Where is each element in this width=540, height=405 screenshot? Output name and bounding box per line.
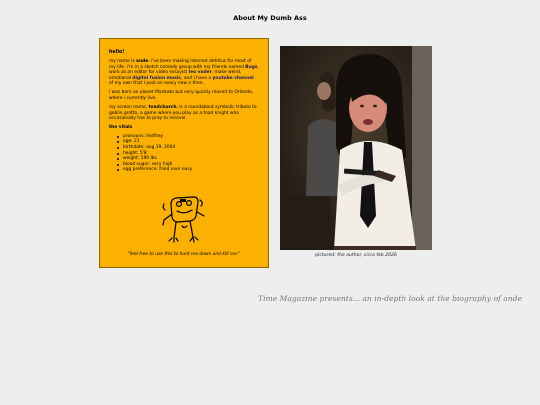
music-link[interactable]: digital fusion music — [132, 75, 182, 81]
list-item: birthdate: aug 19, 2004 — [123, 145, 259, 151]
toad-doodle-icon — [160, 194, 208, 246]
author-photo-image — [280, 46, 432, 250]
list-item: height: 5'8 — [123, 151, 259, 157]
vitals-heading: the vitals — [109, 125, 133, 131]
bio-text: , is a roundabout symbolic tribute to goblin grotto, a game where you play as a toad knight who occasionally has to pray to recover. — [109, 105, 257, 122]
photo-caption: pictured: the author, circa feb 2026 — [315, 253, 397, 258]
bio-card — [99, 38, 269, 268]
author-photo — [280, 46, 432, 250]
screen-name: toadchurch — [148, 105, 177, 111]
ticker-text: Time Magazine presents... an in-depth look at the biography of ande — [258, 294, 523, 303]
bio-text: , work as an editor for video essayist — [109, 64, 259, 76]
bio-text: my screen name, — [109, 105, 149, 111]
youtube-channel-link[interactable]: youtube channel — [212, 75, 254, 81]
list-item: pronouns: he/they — [123, 134, 259, 140]
bio-origin: i was born on planet Mankato but very quickly moved to Orlando, where i currently live. — [109, 90, 254, 101]
bio-quote: "feel free to use this to hunt me down and kill me." — [127, 251, 241, 257]
bio-intro — [109, 59, 259, 86]
greeting: hello! — [109, 50, 125, 55]
bio-text: my name is — [109, 59, 137, 65]
bio-text: of my own that I post on every now n then. — [109, 81, 204, 87]
bio-screen-name — [109, 105, 259, 121]
list-item: weight: 190 lbs — [123, 156, 259, 162]
bio-text: , make weird, emotional — [109, 70, 242, 81]
list-item: egg preference: fried over easy — [123, 167, 259, 173]
essayist-link[interactable]: leo vader — [188, 70, 212, 76]
author-name: ande — [136, 59, 149, 65]
bio-text: , and I have a — [181, 75, 213, 81]
vitals-list — [109, 134, 259, 173]
sketch-group-link[interactable]: Bugs — [245, 64, 258, 70]
list-item: blood sugar: very high — [123, 162, 259, 168]
bio-text: . i've been making internet detritus for most of my life. i'm in a sketch comedy group with my friends named — [109, 59, 252, 70]
ticker-marquee — [258, 286, 523, 303]
page-title: About My Dumb Ass — [233, 14, 307, 22]
list-item: age: 21 — [123, 139, 259, 145]
